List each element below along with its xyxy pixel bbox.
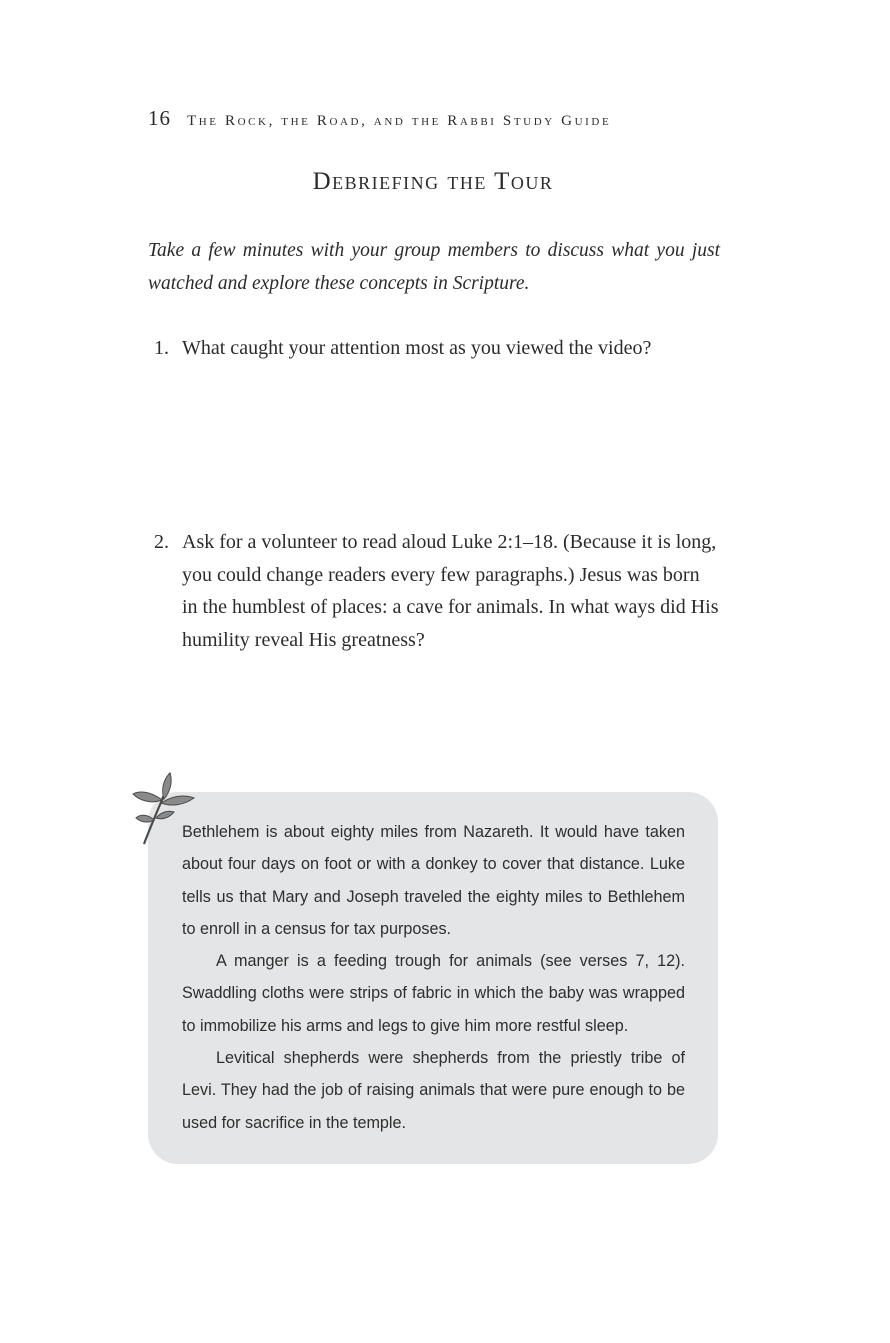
- question-number: 1.: [154, 337, 169, 359]
- sidebar-text: [182, 816, 685, 1139]
- section-title: Debriefing the Tour: [312, 168, 554, 195]
- question-2: [148, 526, 720, 656]
- question-number: 2.: [154, 531, 169, 553]
- sidebar-paragraph: Bethlehem is about eighty miles from Nazareth. It would have taken about four days on foot or with a donkey to cover that distance. Luke tells us that Mary and Joseph traveled the eighty miles to Bethlehem to enroll in a census for tax purposes.: [182, 823, 685, 938]
- question-text: What caught your attention most as you viewed the video?: [182, 337, 652, 359]
- book-title: The Rock, the Road, and the Rabbi Study Guide: [187, 113, 612, 129]
- intro-text: Take a few minutes with your group members to discuss what you just watched and explore these concepts in Scripture.: [148, 240, 720, 294]
- sidebar-paragraph: Levitical shepherds were shepherds from the priestly tribe of Levi. They had the job of raising animals that were pure enough to be used for sacrifice in the temple.: [182, 1049, 685, 1132]
- question-1: [148, 332, 720, 365]
- sidebar-paragraph: A manger is a feeding trough for animals (see verses 7, 12). Swaddling cloths were strips of fabric in which the baby was wrapped to immobilize his arms and legs to give him more restful sleep.: [182, 952, 685, 1035]
- page-number: 16: [148, 106, 171, 130]
- leaf-sprig-icon: [128, 770, 198, 848]
- question-text: Ask for a volunteer to read aloud Luke 2:1–18. (Because it is long, you could change readers every few paragraphs.) Jesus was born in the humblest of places: a cave for animals. In what ways did His humility reveal His greatness?: [182, 531, 719, 651]
- sidebar-box: [148, 792, 718, 1164]
- running-head: [148, 106, 611, 131]
